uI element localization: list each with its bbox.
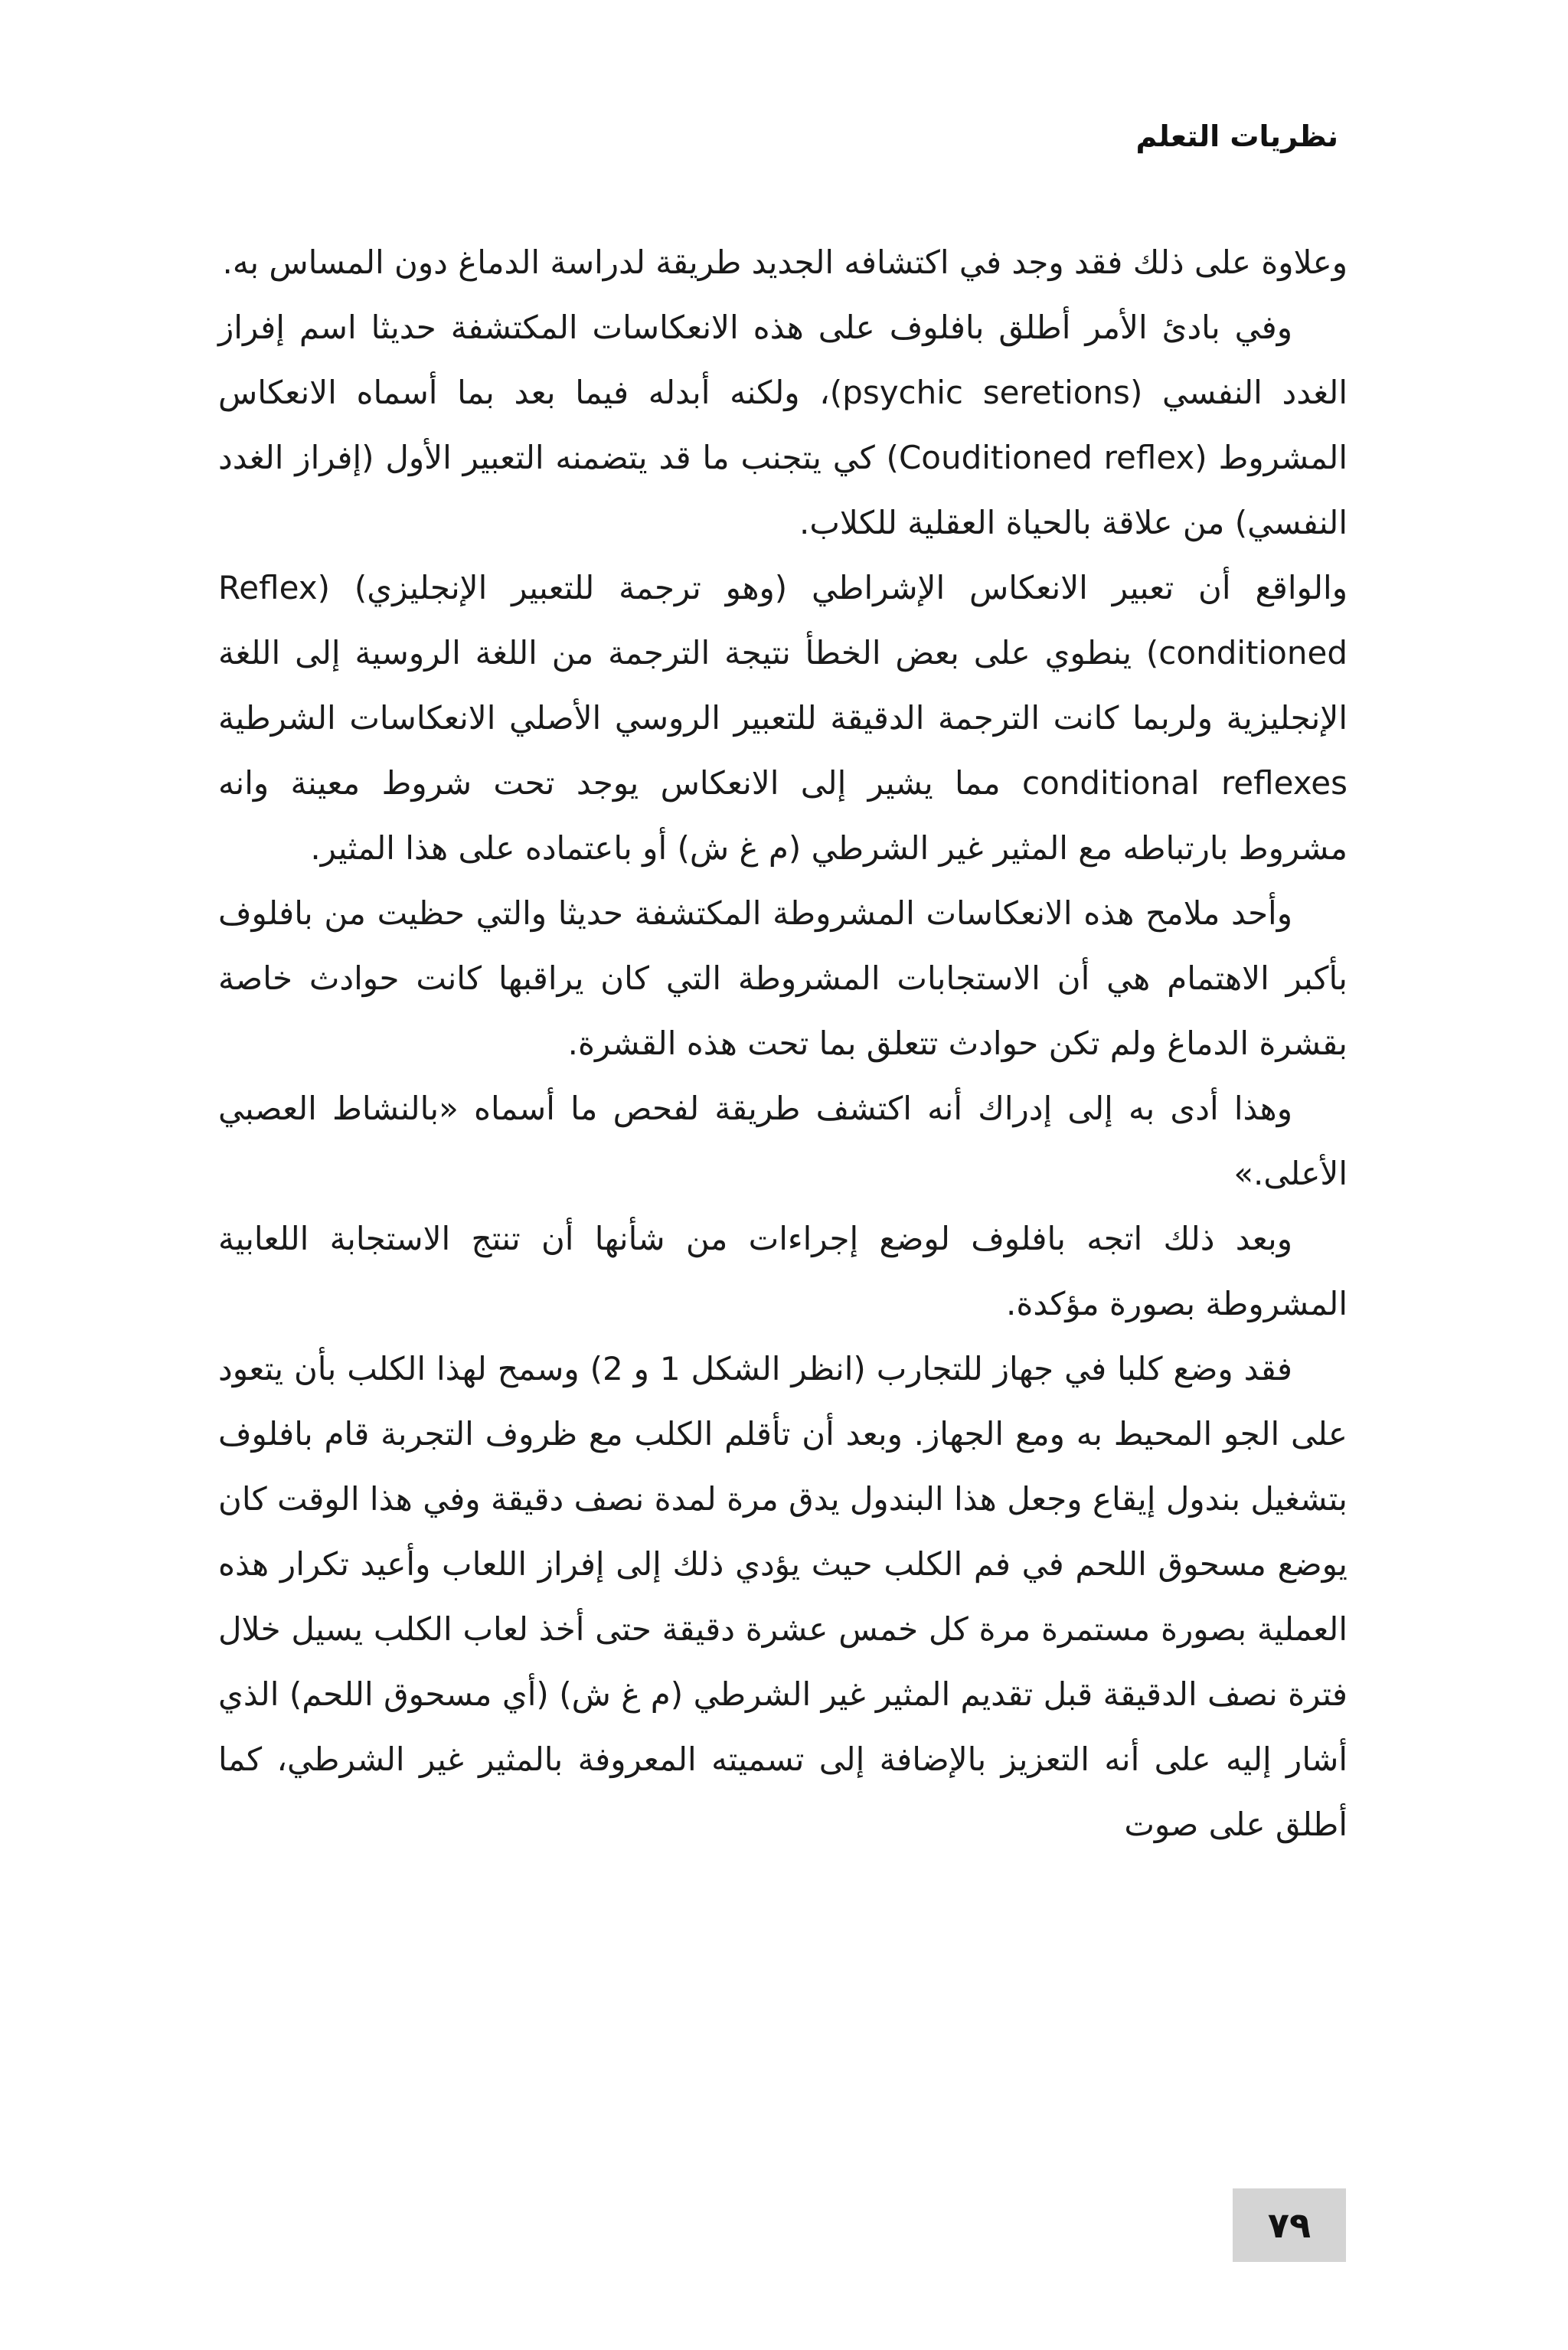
paragraph: وعلاوة على ذلك فقد وجد في اكتشافه الجديد طريقة لدراسة الدماغ دون المساس به. [222, 243, 1348, 281]
page-number-box [1233, 2188, 1346, 2262]
paragraph: وهذا أدى به إلى إدراك أنه اكتشف طريقة لفحص ما أسماه «بالنشاط العصبي الأعلى.» [218, 1090, 1348, 1192]
paragraph: وبعد ذلك اتجه بافلوف لوضع إجراءات من شأنها أن تنتج الاستجابة اللعابية المشروطة بصورة مؤكدة. [218, 1220, 1348, 1322]
page-number: ٧٩ [1267, 2205, 1312, 2246]
running-header-title: نظريات التعلم [1135, 119, 1338, 153]
body-text [218, 230, 1348, 1857]
paragraph: فقد وضع كلبا في جهاز للتجارب (انظر الشكل 1 و 2) وسمح لهذا الكلب بأن يتعود على الجو المحيط به ومع الجهاز. وبعد أن تأقلم الكلب مع ظروف التجربة قام بافلوف بتشغيل بندول إيقاع وجعل هذا البندول يدق مرة لمدة نصف دقيقة وفي هذا الوقت كان يوضع مسحوق اللحم في فم الكلب حيث يؤدي ذلك إلى إفراز اللعاب وأعيد تكرار هذه العملية بصورة مستمرة مرة كل خمس عشرة دقيقة حتى أخذ لعاب الكلب يسيل خلال فترة نصف الدقيقة قبل تقديم المثير غير الشرطي (م غ ش) (أي مسحوق اللحم) الذي أشار إليه على أنه التعزيز بالإضافة إلى تسميته المعروفة بالمثير غير الشرطي، كما أطلق على صوت [218, 1350, 1348, 1843]
paragraph: والواقع أن تعبير الانعكاس الإشراطي (وهو ترجمة للتعبير الإنجليزي) (Reflex (conditioned ينطوي على بعض الخطأ نتيجة الترجمة من اللغة الروسية إلى اللغة الإنجليزية ولربما كانت الترجمة الدقيقة للتعبير الروسي الأصلي الانعكاسات الشرطية conditional reflexes مما يشير إلى الانعكاس يوجد تحت شروط معينة وانه مشروط بارتباطه مع المثير غير الشرطي (م غ ش) أو باعتماده على هذا المثير. [218, 569, 1348, 867]
paragraph: وأحد ملامح هذه الانعكاسات المشروطة المكتشفة حديثا والتي حظيت من بافلوف بأكبر الاهتمام هي أن الاستجابات المشروطة التي كان يراقبها كانت حوادث خاصة بقشرة الدماغ ولم تكن حوادث تتعلق بما تحت هذه القشرة. [218, 894, 1348, 1062]
paragraph: وفي بادئ الأمر أطلق بافلوف على هذه الانعكاسات المكتشفة حديثا اسم إفراز الغدد النفسي (psychic seretions)، ولكنه أبدله فيما بعد بما أسماه الانعكاس المشروط (Couditioned reflex) كي يتجنب ما قد يتضمنه التعبير الأول (إفراز الغدد النفسي) من علاقة بالحياة العقلية للكلاب. [218, 309, 1348, 541]
